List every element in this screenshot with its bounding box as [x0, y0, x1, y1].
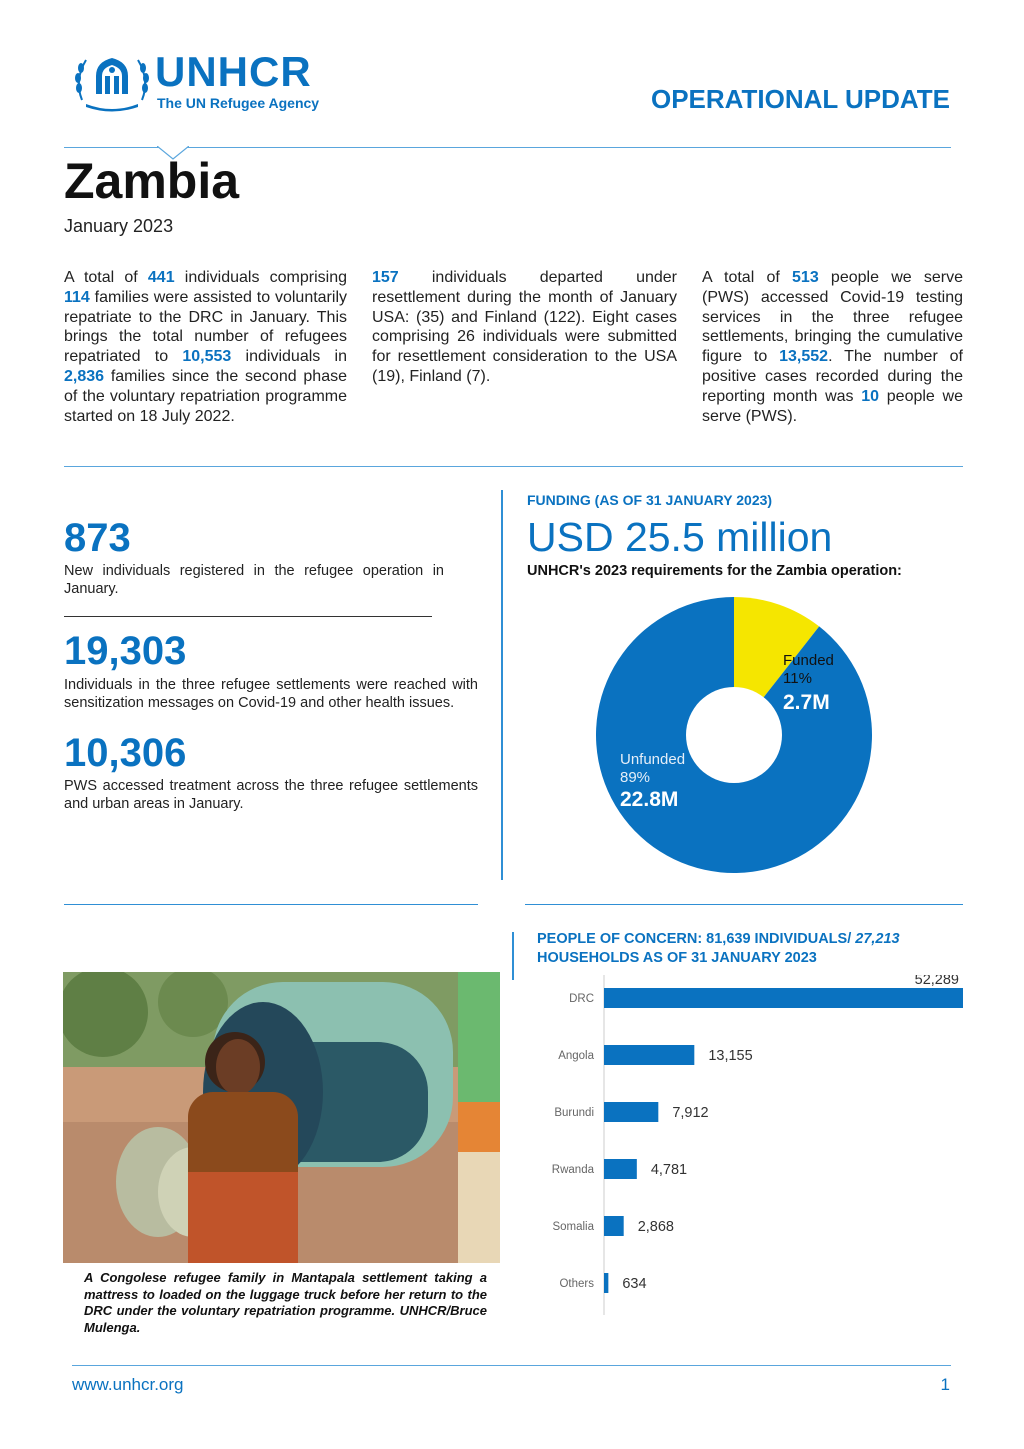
poc-heading: PEOPLE OF CONCERN: 81,639 INDIVIDUALS/ 27,213 HOUSEHOLDS AS OF 31 JANUARY 2023: [537, 931, 900, 966]
footer-link[interactable]: www.unhcr.org: [72, 1375, 184, 1394]
poc-bar-chart: [536, 975, 964, 1320]
org-name: UNHCR: [155, 48, 312, 95]
intro-column-repatriation: A total of 441 individuals comprising 114 families were assisted to voluntarily repatriate to the DRC in January. This brings the total number of refugees repatriated to 10,553 individuals in 2,836 families since the second phase of the voluntary repatriation programme started on 18 July 2022.: [64, 269, 347, 425]
doc-type: OPERATIONAL UPDATE: [650, 84, 950, 114]
funding-amount: USD 25.5 million: [527, 514, 833, 560]
funding-heading: FUNDING (AS OF 31 JANUARY 2023): [527, 492, 773, 508]
stat-text-treatment: PWS accessed treatment across the three refugee settlements and urban areas in January.: [64, 778, 478, 812]
bar-category-label: Burundi: [554, 1107, 594, 1119]
funding-donut-chart: [596, 597, 872, 873]
stat-value-registered: 873: [64, 516, 131, 560]
org-subtitle: The UN Refugee Agency: [157, 95, 320, 111]
bar: [604, 988, 963, 1008]
unhcr-logo: [72, 50, 152, 112]
bar-category-label: Somalia: [552, 1221, 594, 1233]
photo-top-divider: [64, 904, 478, 905]
bar-value-label: 52,289: [914, 975, 959, 988]
chart-top-divider: [525, 904, 963, 905]
bar-value-label: 4,781: [650, 1162, 688, 1178]
page-number: 1: [940, 1375, 950, 1394]
bar: [604, 1216, 624, 1236]
report-date: January 2023: [64, 216, 174, 236]
photo-caption: A Congolese refugee family in Mantapala settlement taking a mattress to loaded on the luggage truck before her return to the DRC under the voluntary repatriation programme. UNHCR/Bruce Mulenga.: [84, 1270, 487, 1335]
bar-category-label: Others: [559, 1278, 594, 1290]
poc-vertical-divider: [512, 932, 514, 980]
page-title: Zambia: [64, 153, 240, 209]
stat-text-sensitization: Individuals in the three refugee settlements were reached with sensitization messages on Covid-19 and other health issues.: [64, 677, 478, 711]
refugee-photo: [63, 972, 500, 1263]
intro-column-covid: A total of 513 people we serve (PWS) accessed Covid-19 testing services in the three refugee settlements, bringing the cumulative figure to 13,552. The number of positive cases recorded during the reporting month was 10 people we serve (PWS).: [702, 269, 964, 425]
bar: [604, 1273, 608, 1293]
pie-label-funded: Funded 11%: [783, 652, 834, 687]
donut-hole: [686, 687, 782, 783]
bar-value-label: 2,868: [637, 1219, 674, 1235]
header-divider: [64, 147, 951, 148]
stat-text-registered: New individuals registered in the refugee operation in January.: [64, 563, 444, 597]
bar: [604, 1045, 694, 1065]
bar: [604, 1102, 658, 1122]
bar-value-label: 7,912: [672, 1105, 709, 1121]
bar-value-label: 13,155: [708, 1048, 753, 1064]
pie-amount-unfunded: 22.8M: [620, 788, 679, 811]
funding-subtitle: UNHCR's 2023 requirements for the Zambia operation:: [527, 563, 902, 579]
bar-category-label: Rwanda: [551, 1164, 594, 1176]
section-vertical-divider: [501, 490, 503, 880]
intro-column-resettlement: 157 individuals departed under resettlement during the month of January USA: (35) and Finland (122). Eight cases comprising 26 individuals were submitted for resettlement consideration to the USA (19), Finland (7).: [372, 269, 677, 385]
footer-divider: [72, 1365, 951, 1366]
intro-divider: [64, 466, 963, 467]
bar-category-label: DRC: [569, 993, 594, 1005]
bar-value-label: 634: [622, 1276, 647, 1292]
bar: [604, 1159, 637, 1179]
stat-value-treatment: 10,306: [64, 731, 187, 775]
pie-amount-funded: 2.7M: [783, 691, 830, 714]
pie-label-unfunded: Unfunded 89%: [620, 751, 686, 786]
stat-divider: [64, 616, 432, 617]
bar-category-label: Angola: [558, 1050, 594, 1062]
stat-value-sensitization: 19,303: [64, 629, 187, 673]
